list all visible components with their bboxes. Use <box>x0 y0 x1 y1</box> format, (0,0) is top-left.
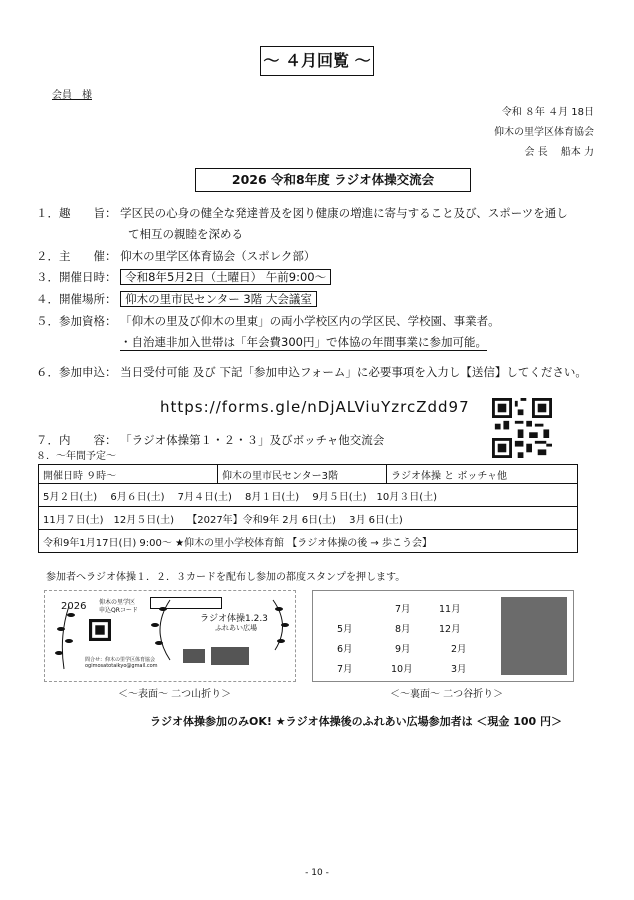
content-row <box>36 432 384 448</box>
card-note: 参加者へラジオ体操１．２．３カードを配布し参加の都度スタンプを押します。 <box>46 572 406 583</box>
host-row <box>36 248 315 264</box>
month-cell: 12月 <box>439 624 461 635</box>
issuer-org: 仰木の里学区体育協会 <box>494 127 594 138</box>
purpose-label: １．趣 旨： <box>36 206 117 220</box>
laurel-right-icon <box>269 595 293 655</box>
table-row <box>39 530 578 553</box>
card-front-title: ラジオ体操1.2.3 <box>200 614 268 624</box>
card-front-caption: ＜～表面～ 二つ山折り＞ <box>118 689 232 700</box>
purpose-text: 学区民の心身の健全な発達普及を図り健康の増進に寄与すること及び、スポーツを通し <box>120 206 568 220</box>
month-cell: 2月 <box>451 644 467 655</box>
purpose-text-2: て相互の親睦を深める <box>128 227 243 241</box>
schedule-row-1: 5月２日(土) 6月６日(土) 7月４日(土) 8月１日(土) 9月５日(土) 10月３日(土) <box>39 484 578 507</box>
card-front-year: 2026 <box>61 601 87 612</box>
photo-1 <box>183 649 205 663</box>
eligibility-text-2: ・自治連非加入世帯は「年会費300円」で体協の年間事業に参加可能。 <box>120 335 487 349</box>
venue-row <box>36 291 317 307</box>
table-row <box>39 484 578 507</box>
date-label: ３．開催日時： <box>36 270 117 284</box>
card-back-caption: ＜～裏面～ 二つ谷折り＞ <box>390 689 504 700</box>
page-title: ～ ４月回覧 ～ <box>260 46 374 76</box>
photo-2 <box>211 647 249 665</box>
schedule-header-cell: 開催日時 ９時～ <box>39 465 218 484</box>
apply-row <box>36 364 587 380</box>
month-cell: 6月 <box>337 644 353 655</box>
card-front <box>44 590 296 682</box>
month-cell: 7月 <box>337 664 353 675</box>
venue-text: 仰木の里市民センター 3階 大会議室 <box>120 291 317 307</box>
eligibility-row <box>36 313 500 329</box>
month-cell: 7月 <box>395 604 411 615</box>
table-row <box>39 465 578 484</box>
month-cell: 10月 <box>391 664 413 675</box>
issue-date: 令和 ８年 ４月 18日 <box>501 107 594 118</box>
card-front-subtitle: ふれあい広場 <box>215 624 257 632</box>
event-title: 2026 令和8年度 ラジオ体操交流会 <box>195 168 471 192</box>
schedule-table <box>38 464 578 553</box>
host-text: 仰木の里学区体育協会（スポレク部） <box>120 249 316 263</box>
card-qr-icon <box>89 619 111 641</box>
eligibility-text: 「仰木の里及び仰木の里東」の両小学校区内の学区民、学校園、事業者。 <box>120 314 500 328</box>
month-cell: 9月 <box>395 644 411 655</box>
schedule-header-cell: 仰木の里市民センター3階 <box>218 465 387 484</box>
card-back <box>312 590 574 682</box>
month-cell: 8月 <box>395 624 411 635</box>
plan-label: ８．～年間予定～ <box>36 451 116 462</box>
signup-url[interactable]: https://forms.gle/nDjALViuYzrcZdd97 <box>160 398 470 416</box>
month-cell: 3月 <box>451 664 467 675</box>
leaf-branch-icon <box>49 601 79 671</box>
recipient: 会員 様 <box>52 90 92 101</box>
page-number: - 10 - <box>305 868 329 878</box>
table-row <box>39 507 578 530</box>
content-text: 「ラジオ体操第１・２・３」及びボッチャ他交流会 <box>120 433 385 447</box>
date-row <box>36 269 331 285</box>
card-front-contact: 問合せ：仰木の里学区体育協会 ogimosatotaikyo@gmail.com <box>85 657 158 669</box>
month-grid <box>313 591 503 681</box>
venue-label: ４．開催場所： <box>36 292 117 306</box>
host-label: ２．主 催： <box>36 249 117 263</box>
schedule-row-3: 令和9年1月17日(日) 9:00～ ★仰木の里小学校体育館 【ラジオ体操の後 → 歩こう会】 <box>39 530 578 553</box>
apply-label: ６．参加申込： <box>36 365 117 379</box>
issuer-president: 会 長 船本 力 <box>524 147 594 158</box>
date-text: 令和8年5月2日（土曜日） 午前9:00～ <box>120 269 331 285</box>
content-label: ７．内 容： <box>36 433 117 447</box>
schedule-header-cell: ラジオ体操 と ボッチャ他 <box>387 465 578 484</box>
laurel-left-icon <box>145 595 175 665</box>
eligibility-label: ５．参加資格： <box>36 314 117 328</box>
qr-code[interactable] <box>492 398 552 458</box>
apply-text: 当日受付可能 及び 下記「参加申込フォーム」に必要事項を入力し【送信】してください。 <box>120 365 587 379</box>
schedule-row-2: 11月７日(土) 12月５日(土) 【2027年】令和9年 2月 6日(土) 3月 6日(土) <box>39 507 578 530</box>
month-cell: 11月 <box>439 604 461 615</box>
purpose-row <box>36 205 568 221</box>
month-cell: 5月 <box>337 624 353 635</box>
back-photo <box>501 597 567 675</box>
bottom-note: ラジオ体操参加のみOK! ★ラジオ体操後のふれあい広場参加者は ＜現金 100 円＞ <box>150 715 563 728</box>
card-front-org: 仰木の里学区 申込QRコード <box>99 599 138 614</box>
